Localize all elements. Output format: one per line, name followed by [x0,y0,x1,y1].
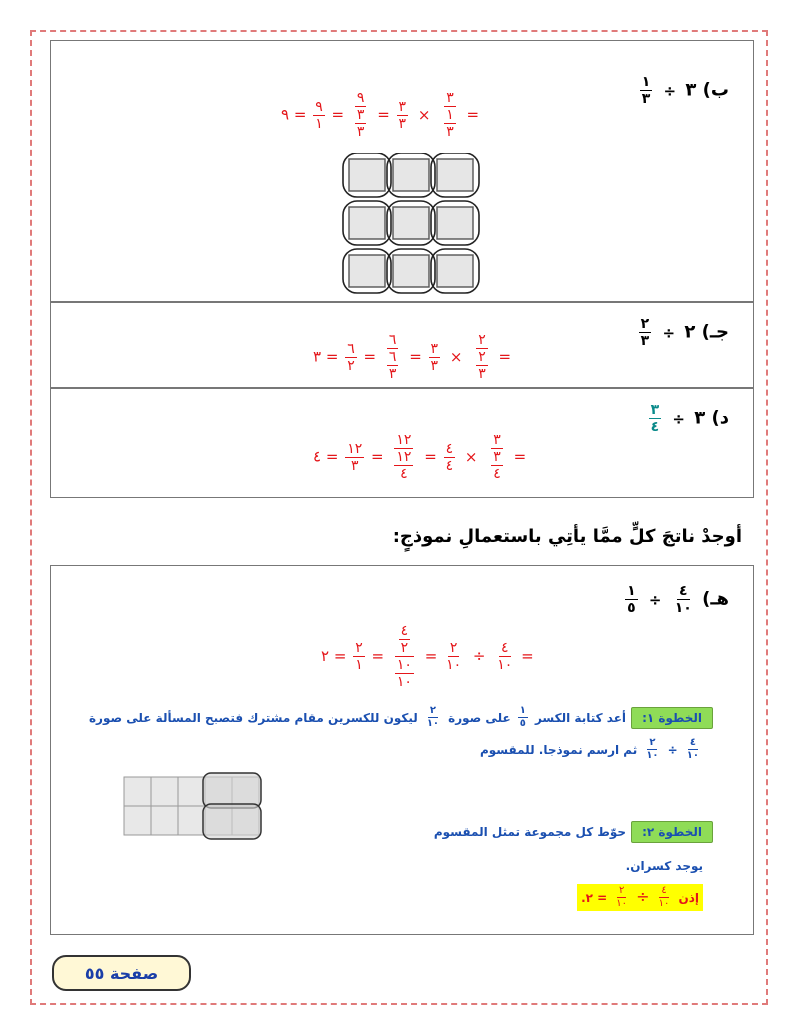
solution-e: = $\frac{٤}{١٠}$ ÷ $\frac{٢}{١٠}$ = $\frac{\frac{٤}{٢}}{\frac{١٠}{١٠}}$ = $\frac{٢}{١}$ = ٢ [321,623,534,690]
model-b-grid [341,153,491,297]
problem-c: جـ) ٢ ÷ $\frac{٢}{٣}$ [640,316,729,349]
step-1-line-2: $\frac{٤}{١٠}$ ÷ $\frac{٢}{١٠}$ ثم ارسم نموذجا. للمقسوم [479,737,699,761]
step-2-note: يوجد كسران. [625,859,703,873]
instruction-heading: أوجدْ ناتجَ كلٍّ ممَّا يأتِي باستعمالِ نموذجٍ: [392,526,742,547]
solution-d: = $\frac{٣}{\frac{٣}{٤}}$ × $\frac{٤}{٤}$ = $\frac{١٢}{\frac{١٢}{٤}}$ = $\frac{١٢}{٣}$ = ٤ [313,432,527,482]
section-b [50,40,754,302]
section-c [50,302,754,388]
section-e [50,565,754,935]
problem-d: د) ٣ ÷ $\frac{٣}{٤}$ [650,402,729,435]
solution-c: = $\frac{٢}{\frac{٢}{٣}}$ × $\frac{٣}{٣}$ = $\frac{٦}{\frac{٦}{٣}}$ = $\frac{٦}{٢}$ = ٣ [313,332,512,382]
step-1: الخطوة ١: أعد كتابة الكسر $\frac{١}{٥}$ على صورة $\frac{٢}{١٠}$ ليكون للكسرين مقام مشترك فتصبح المسألة على صورة [89,706,713,729]
solution-b: = $\frac{٣}{\frac{١}{٣}}$ × $\frac{٣}{٣}$ = $\frac{٩}{\frac{٣}{٣}}$ = $\frac{٩}{١}$ = ٩ [281,90,480,140]
model-e-grid [121,771,271,851]
step-1-badge: الخطوة ١: [631,707,713,729]
section-d [50,388,754,498]
problem-e: هـ) $\frac{٤}{١٠}$ ÷ $\frac{١}{٥}$ [627,583,729,616]
page-number-button[interactable]: صفحة ٥٥ [52,955,191,991]
problem-b: ب) ٣ ÷ $\frac{١}{٣}$ [641,74,729,107]
conclusion: إذن $\frac{٤}{١٠}$ ÷ $\frac{٢}{١٠}$ = ٢. [577,884,703,911]
step-2: الخطوة ٢: حوّط كل مجموعة تمثل المقسوم [434,821,713,843]
step-2-badge: الخطوة ٢: [631,821,713,843]
